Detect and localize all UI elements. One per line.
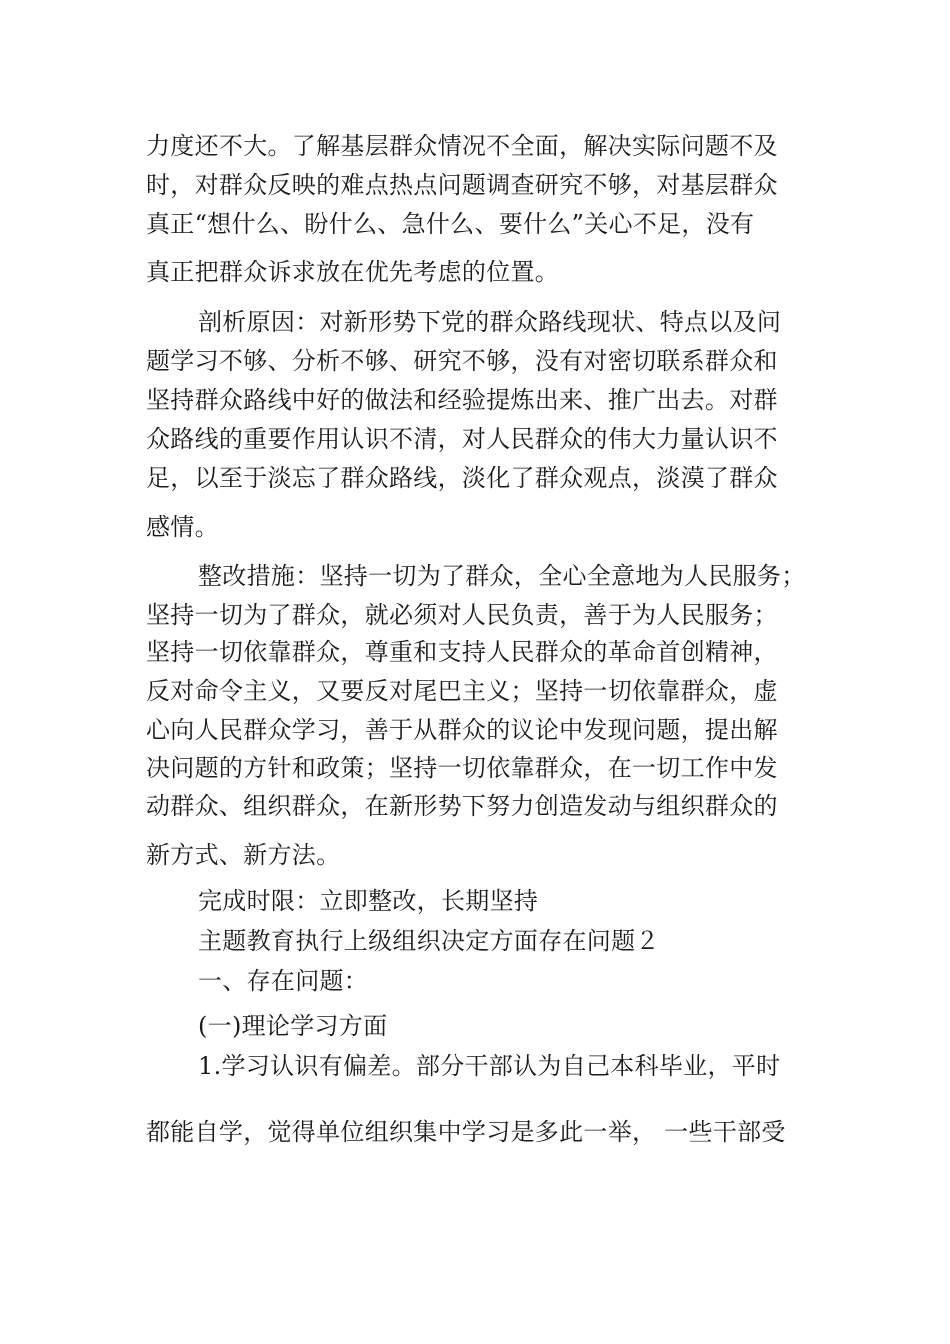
paragraph-line: 力度还不大。了解基层群众情况不全面，解决实际问题不及 bbox=[146, 132, 778, 160]
paragraph-line: 真正把群众诉求放在优先考虑的位置。 bbox=[146, 258, 560, 286]
paragraph-line: 坚持一切为了群众，就必须对人民负责，善于为人民服务； bbox=[146, 601, 778, 629]
paragraph-line: 整改措施：坚持一切为了群众，全心全意地为人民服务； bbox=[198, 562, 806, 590]
section-title: 主题教育执行上级组织决定方面存在问题２ bbox=[198, 927, 660, 955]
paragraph-line: 感情。 bbox=[146, 513, 219, 541]
paragraph-line: 时，对群众反映的难点热点问题调查研究不够，对基层群众 bbox=[146, 171, 778, 199]
paragraph-line: 真正“想什么、盼什么、急什么、要什么”关心不足，没有 bbox=[146, 210, 755, 238]
paragraph-line: 反对命令主义，又要反对尾巴主义；坚持一切依靠群众，虚 bbox=[146, 677, 778, 705]
paragraph-line: 足，以至于淡忘了群众路线，淡化了群众观点，淡漠了群众 bbox=[146, 464, 778, 492]
paragraph-line: 心向人民群众学习，善于从群众的议论中发现问题，提出解 bbox=[146, 716, 778, 744]
heading-level-1: 一、存在问题： bbox=[198, 967, 369, 995]
paragraph-line: 决问题的方针和政策；坚持一切依靠群众，在一切工作中发 bbox=[146, 754, 778, 782]
paragraph-line: 众路线的重要作用认识不清，对人民群众的伟大力量认识不 bbox=[146, 425, 778, 453]
paragraph-line: 1.学习认识有偏差。部分干部认为自己本科毕业，平时 bbox=[198, 1052, 781, 1080]
paragraph-line: 新方式、新方法。 bbox=[146, 841, 341, 869]
paragraph-line: 题学习不够、分析不够、研究不够，没有对密切联系群众和 bbox=[146, 347, 778, 375]
paragraph-line: 都能自学，觉得单位组织集中学习是多此一举， 一些干部受 bbox=[146, 1118, 786, 1146]
paragraph-line: 剖析原因：对新形势下党的群众路线现状、特点以及问 bbox=[198, 308, 782, 336]
paragraph-line: 坚持一切依靠群众，尊重和支持人民群众的革命首创精神， bbox=[146, 638, 778, 666]
paragraph-line: 动群众、组织群众，在新形势下努力创造发动与组织群众的 bbox=[146, 792, 778, 820]
deadline-line: 完成时限：立即整改，长期坚持 bbox=[198, 887, 539, 915]
paragraph-line: 坚持群众路线中好的做法和经验提炼出来、推广出去。对群 bbox=[146, 386, 778, 414]
heading-level-2: (一)理论学习方面 bbox=[198, 1012, 388, 1040]
